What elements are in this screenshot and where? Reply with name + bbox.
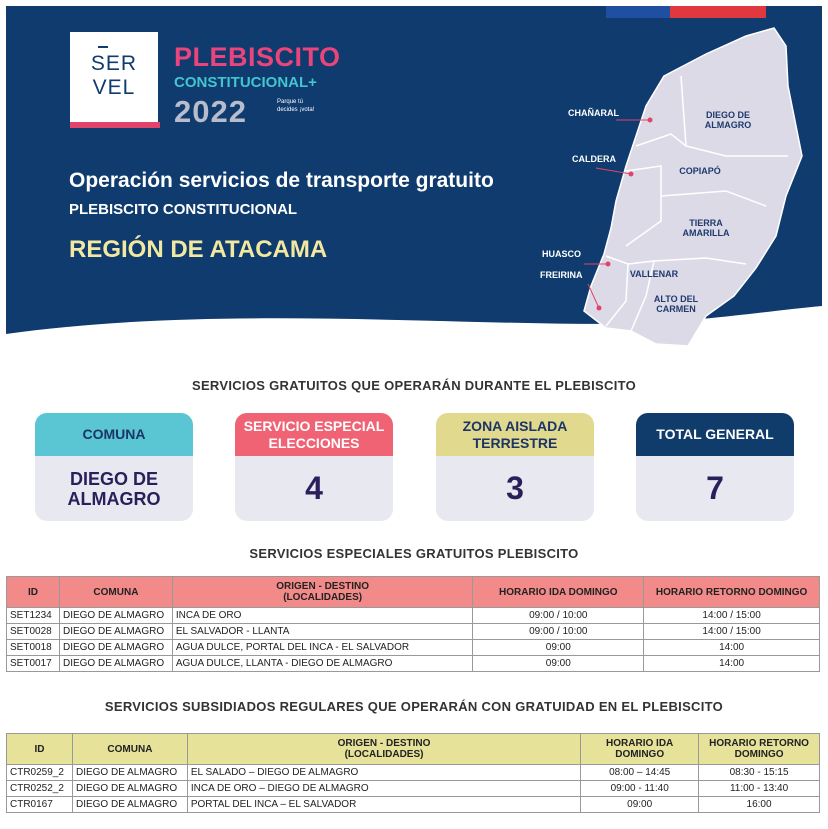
cell-origen-destino: INCA DE ORO <box>172 608 473 624</box>
cell-horario-ida: 09:00 <box>473 656 644 672</box>
cell-horario-ida: 09:00 - 11:40 <box>581 781 699 797</box>
cell-horario-retorno: 14:00 <box>644 640 820 656</box>
map-label-diego-de-almagro: DIEGO DE ALMAGRO <box>704 110 752 130</box>
col-header-horario-ida: HORARIO IDA DOMINGO <box>473 577 644 608</box>
col-header-origen-destino: ORIGEN - DESTINO (LOCALIDADES) <box>187 734 580 765</box>
map-label-caldera: CALDERA <box>572 154 616 164</box>
col-header-comuna: COMUNA <box>72 734 187 765</box>
cell-origen-destino: EL SALVADOR - LLANTA <box>172 624 473 640</box>
card-value: DIEGO DE ALMAGRO <box>67 468 161 509</box>
cell-id: CTR0252_2 <box>7 781 73 797</box>
map-label-huasco: HUASCO <box>542 249 582 259</box>
col-header-comuna: COMUNA <box>59 577 172 608</box>
summary-card-servicio-especial <box>235 413 393 521</box>
cell-horario-ida: 09:00 / 10:00 <box>473 608 644 624</box>
card-value: 3 <box>506 470 524 506</box>
plebiscito-logo-year: 2022 <box>174 94 247 129</box>
cell-origen-destino: PORTAL DEL INCA – EL SALVADOR <box>187 797 580 813</box>
map-label-alto-del-carmen-2: CARMEN <box>656 304 696 314</box>
cell-origen-destino: AGUA DULCE, PORTAL DEL INCA - EL SALVADOR <box>172 640 473 656</box>
summary-title: SERVICIOS GRATUITOS QUE OPERARÁN DURANTE EL PLEBISCITO <box>191 378 637 393</box>
cell-horario-ida: 08:00 – 14:45 <box>581 765 699 781</box>
summary-card-comuna <box>35 413 193 521</box>
cell-horario-retorno: 11:00 - 13:40 <box>699 781 820 797</box>
col-header-horario-retorno: HORARIO RETORNO DOMINGO <box>644 577 820 608</box>
plebiscito-logo-subtitle: CONSTITUCIONAL+ <box>174 74 317 91</box>
cell-id: SET1234 <box>7 608 60 624</box>
map-label-vallenar: VALLENAR <box>629 269 679 279</box>
region-title: REGIÓN DE ATACAMA <box>69 236 328 263</box>
col-header-id: ID <box>7 734 73 765</box>
cell-comuna: DIEGO DE ALMAGRO <box>72 797 187 813</box>
map-label-tierra-amarilla-2: AMARILLA <box>682 228 730 238</box>
cell-comuna: DIEGO DE ALMAGRO <box>59 640 172 656</box>
cell-horario-ida: 09:00 <box>581 797 699 813</box>
map-label-tierra-amarilla-1: TIERRA <box>689 218 723 228</box>
table-row <box>7 640 820 656</box>
table-header-row <box>7 734 820 765</box>
servel-logo-line1: SER <box>90 52 138 75</box>
header-banner <box>6 6 822 346</box>
cell-horario-ida: 09:00 <box>473 640 644 656</box>
cell-horario-ida: 09:00 / 10:00 <box>473 624 644 640</box>
regular-services-table <box>6 733 820 813</box>
plebiscito-logo-tagline: Parque tú decides ¡vota! <box>277 99 315 113</box>
table-row <box>7 797 820 813</box>
page-title: Operación servicios de transporte gratuito <box>69 169 494 192</box>
table-row <box>7 765 820 781</box>
summary-card-zona-aislada <box>436 413 594 521</box>
cell-comuna: DIEGO DE ALMAGRO <box>59 624 172 640</box>
card-label: TOTAL GENERAL <box>636 413 794 456</box>
col-header-origen-destino: ORIGEN - DESTINO (LOCALIDADES) <box>172 577 473 608</box>
card-value: 4 <box>305 470 323 506</box>
col-header-horario-retorno: HORARIO RETORNO DOMINGO <box>699 734 820 765</box>
card-value: 7 <box>706 470 724 506</box>
map-label-copiapo: COPIAPÓ <box>679 166 721 176</box>
cell-comuna: DIEGO DE ALMAGRO <box>72 765 187 781</box>
cell-horario-retorno: 14:00 / 15:00 <box>644 608 820 624</box>
summary-card-total-general <box>636 413 794 521</box>
map-label-chanaral: CHAÑARAL <box>568 108 619 118</box>
cell-origen-destino: EL SALADO – DIEGO DE ALMAGRO <box>187 765 580 781</box>
card-label: ZONA AISLADA TERRESTRE <box>436 413 594 456</box>
page-subtitle: PLEBISCITO CONSTITUCIONAL <box>69 201 298 218</box>
cell-comuna: DIEGO DE ALMAGRO <box>72 781 187 797</box>
cell-comuna: DIEGO DE ALMAGRO <box>59 608 172 624</box>
cell-origen-destino: AGUA DULCE, LLANTA - DIEGO DE ALMAGRO <box>172 656 473 672</box>
table-row <box>7 656 820 672</box>
cell-id: CTR0259_2 <box>7 765 73 781</box>
card-label: COMUNA <box>35 413 193 456</box>
cell-comuna: DIEGO DE ALMAGRO <box>59 656 172 672</box>
special-services-title: SERVICIOS ESPECIALES GRATUITOS PLEBISCITO <box>249 546 579 561</box>
map-label-alto-del-carmen-1: ALTO DEL <box>653 294 699 304</box>
table-row <box>7 608 820 624</box>
card-label: SERVICIO ESPECIAL ELECCIONES <box>235 413 393 456</box>
cell-horario-retorno: 14:00 / 15:00 <box>644 624 820 640</box>
table-row <box>7 781 820 797</box>
cell-horario-retorno: 08:30 - 15:15 <box>699 765 820 781</box>
cell-horario-retorno: 16:00 <box>699 797 820 813</box>
cell-id: CTR0167 <box>7 797 73 813</box>
cell-id: SET0018 <box>7 640 60 656</box>
col-header-horario-ida: HORARIO IDA DOMINGO <box>581 734 699 765</box>
plebiscito-logo-title: PLEBISCITO <box>174 42 341 72</box>
table-header-row <box>7 577 820 608</box>
regular-services-title: SERVICIOS SUBSIDIADOS REGULARES QUE OPERARÁN CON GRATUIDAD EN EL PLEBISCITO <box>104 699 724 714</box>
table-row <box>7 624 820 640</box>
cell-origen-destino: INCA DE ORO – DIEGO DE ALMAGRO <box>187 781 580 797</box>
special-services-table <box>6 576 820 672</box>
cell-id: SET0017 <box>7 656 60 672</box>
map-label-freirina: FREIRINA <box>540 270 583 280</box>
cell-horario-retorno: 14:00 <box>644 656 820 672</box>
servel-logo-line2: VEL <box>92 76 136 99</box>
cell-id: SET0028 <box>7 624 60 640</box>
col-header-id: ID <box>7 577 60 608</box>
